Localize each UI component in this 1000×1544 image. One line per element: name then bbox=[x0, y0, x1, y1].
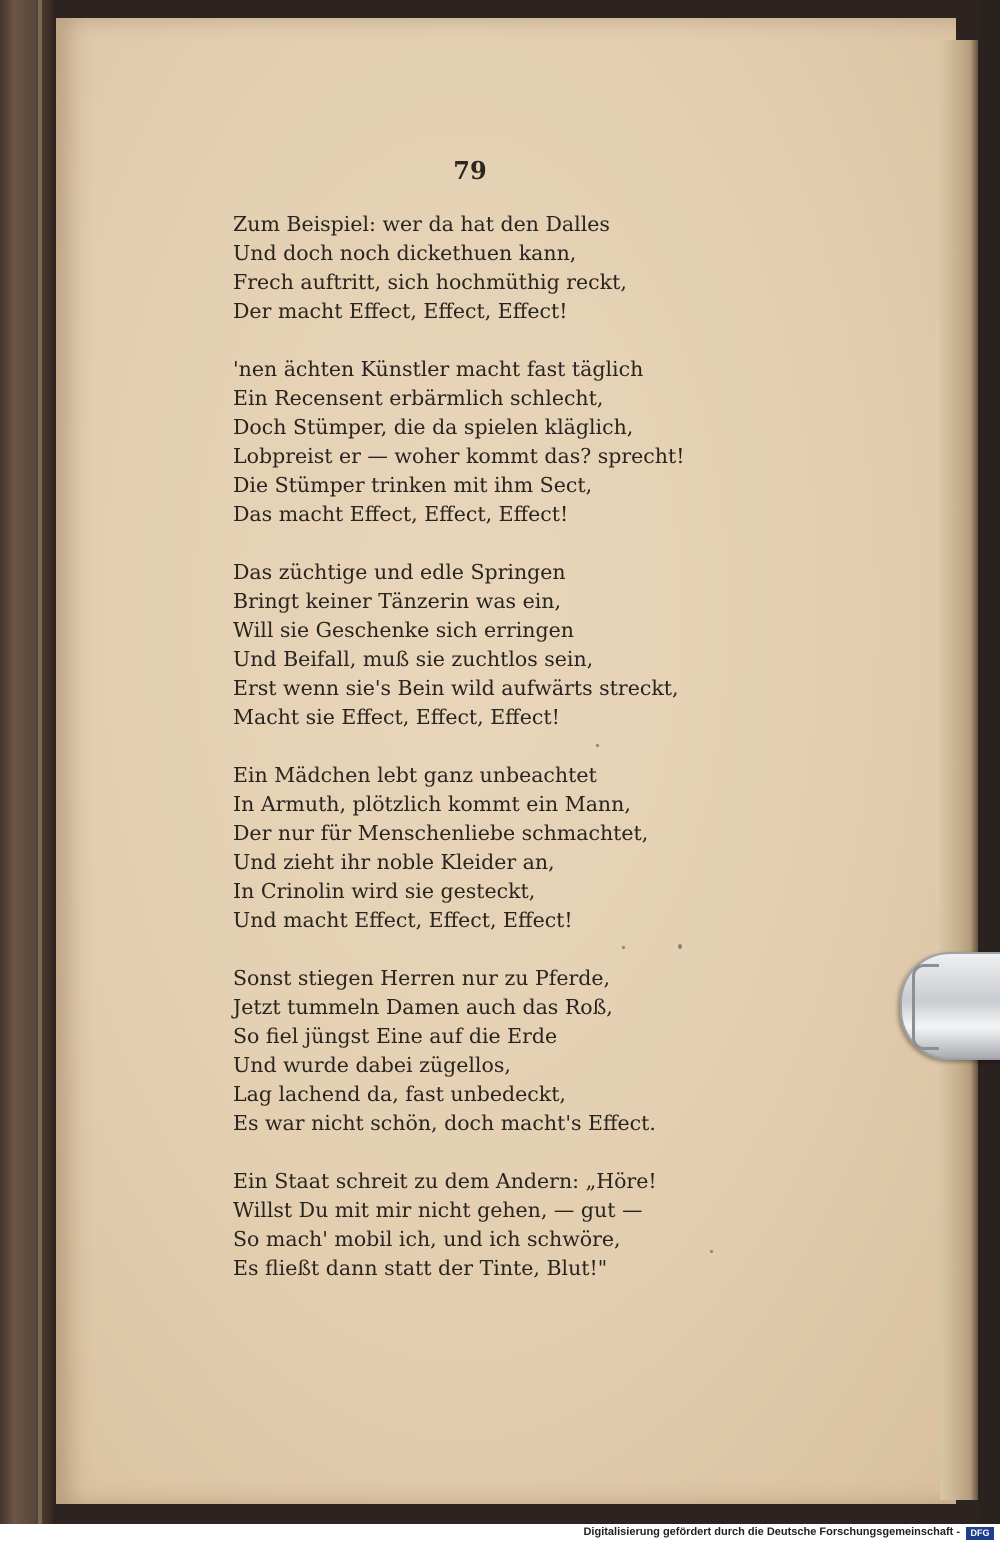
poem-line: In Crinolin wird sie gesteckt, bbox=[233, 879, 536, 903]
stanza bbox=[233, 355, 703, 529]
stanza bbox=[233, 964, 703, 1138]
poem-line: Es fließt dann statt der Tinte, Blut!" bbox=[233, 1256, 608, 1280]
poem-line: Frech auftritt, sich hochmüthig reckt, bbox=[233, 270, 627, 294]
stanza bbox=[233, 1167, 703, 1283]
page-clip bbox=[900, 952, 1000, 1060]
poem-line: Es war nicht schön, doch macht's Effect. bbox=[233, 1111, 656, 1135]
stanza bbox=[233, 558, 703, 732]
stanza bbox=[233, 761, 703, 935]
dfg-logo: DFG bbox=[966, 1527, 994, 1540]
poem-line: Jetzt tummeln Damen auch das Roß, bbox=[233, 995, 613, 1019]
poem-line: Und zieht ihr noble Kleider an, bbox=[233, 850, 555, 874]
poem-line: Will sie Geschenke sich erringen bbox=[233, 618, 574, 642]
poem-text bbox=[233, 210, 703, 1312]
poem-line: Und Beifall, muß sie zuchtlos sein, bbox=[233, 647, 594, 671]
poem-line: So mach' mobil ich, und ich schwöre, bbox=[233, 1227, 621, 1251]
poem-line: Macht sie Effect, Effect, Effect! bbox=[233, 705, 560, 729]
page-number: 79 bbox=[453, 156, 487, 185]
poem-line: Ein Mädchen lebt ganz unbeachtet bbox=[233, 763, 597, 787]
poem-line: Lobpreist er — woher kommt das? sprecht! bbox=[233, 444, 685, 468]
poem-line: In Armuth, plötzlich kommt ein Mann, bbox=[233, 792, 631, 816]
page-edges bbox=[940, 40, 982, 1500]
poem-line: Ein Staat schreit zu dem Andern: „Höre! bbox=[233, 1169, 657, 1193]
poem-line: Und wurde dabei zügellos, bbox=[233, 1053, 511, 1077]
poem-line: Willst Du mit mir nicht gehen, — gut — bbox=[233, 1198, 643, 1222]
poem-line: Zum Beispiel: wer da hat den Dalles bbox=[233, 212, 610, 236]
poem-line: 'nen ächten Künstler macht fast täglich bbox=[233, 357, 644, 381]
footer-bar bbox=[0, 1524, 1000, 1544]
paper-speck bbox=[710, 1250, 713, 1253]
poem-line: So fiel jüngst Eine auf die Erde bbox=[233, 1024, 558, 1048]
poem-line: Und doch noch dickethuen kann, bbox=[233, 241, 577, 265]
poem-line: Der nur für Menschenliebe schmachtet, bbox=[233, 821, 649, 845]
funding-credit: Digitalisierung gefördert durch die Deutsche Forschungsgemeinschaft - bbox=[583, 1526, 960, 1538]
poem-line: Erst wenn sie's Bein wild aufwärts streckt, bbox=[233, 676, 679, 700]
poem-line: Der macht Effect, Effect, Effect! bbox=[233, 299, 568, 323]
poem-line: Ein Recensent erbärmlich schlecht, bbox=[233, 386, 604, 410]
stanza bbox=[233, 210, 703, 326]
poem-line: Und macht Effect, Effect, Effect! bbox=[233, 908, 573, 932]
poem-line: Doch Stümper, die da spielen kläglich, bbox=[233, 415, 634, 439]
poem-line: Bringt keiner Tänzerin was ein, bbox=[233, 589, 561, 613]
poem-line: Das macht Effect, Effect, Effect! bbox=[233, 502, 569, 526]
book-cover-left bbox=[0, 0, 56, 1524]
book-cover-right bbox=[978, 0, 1000, 1524]
poem-line: Die Stümper trinken mit ihm Sect, bbox=[233, 473, 593, 497]
poem-line: Sonst stiegen Herren nur zu Pferde, bbox=[233, 966, 611, 990]
poem-line: Lag lachend da, fast unbedeckt, bbox=[233, 1082, 566, 1106]
poem-line: Das züchtige und edle Springen bbox=[233, 560, 566, 584]
